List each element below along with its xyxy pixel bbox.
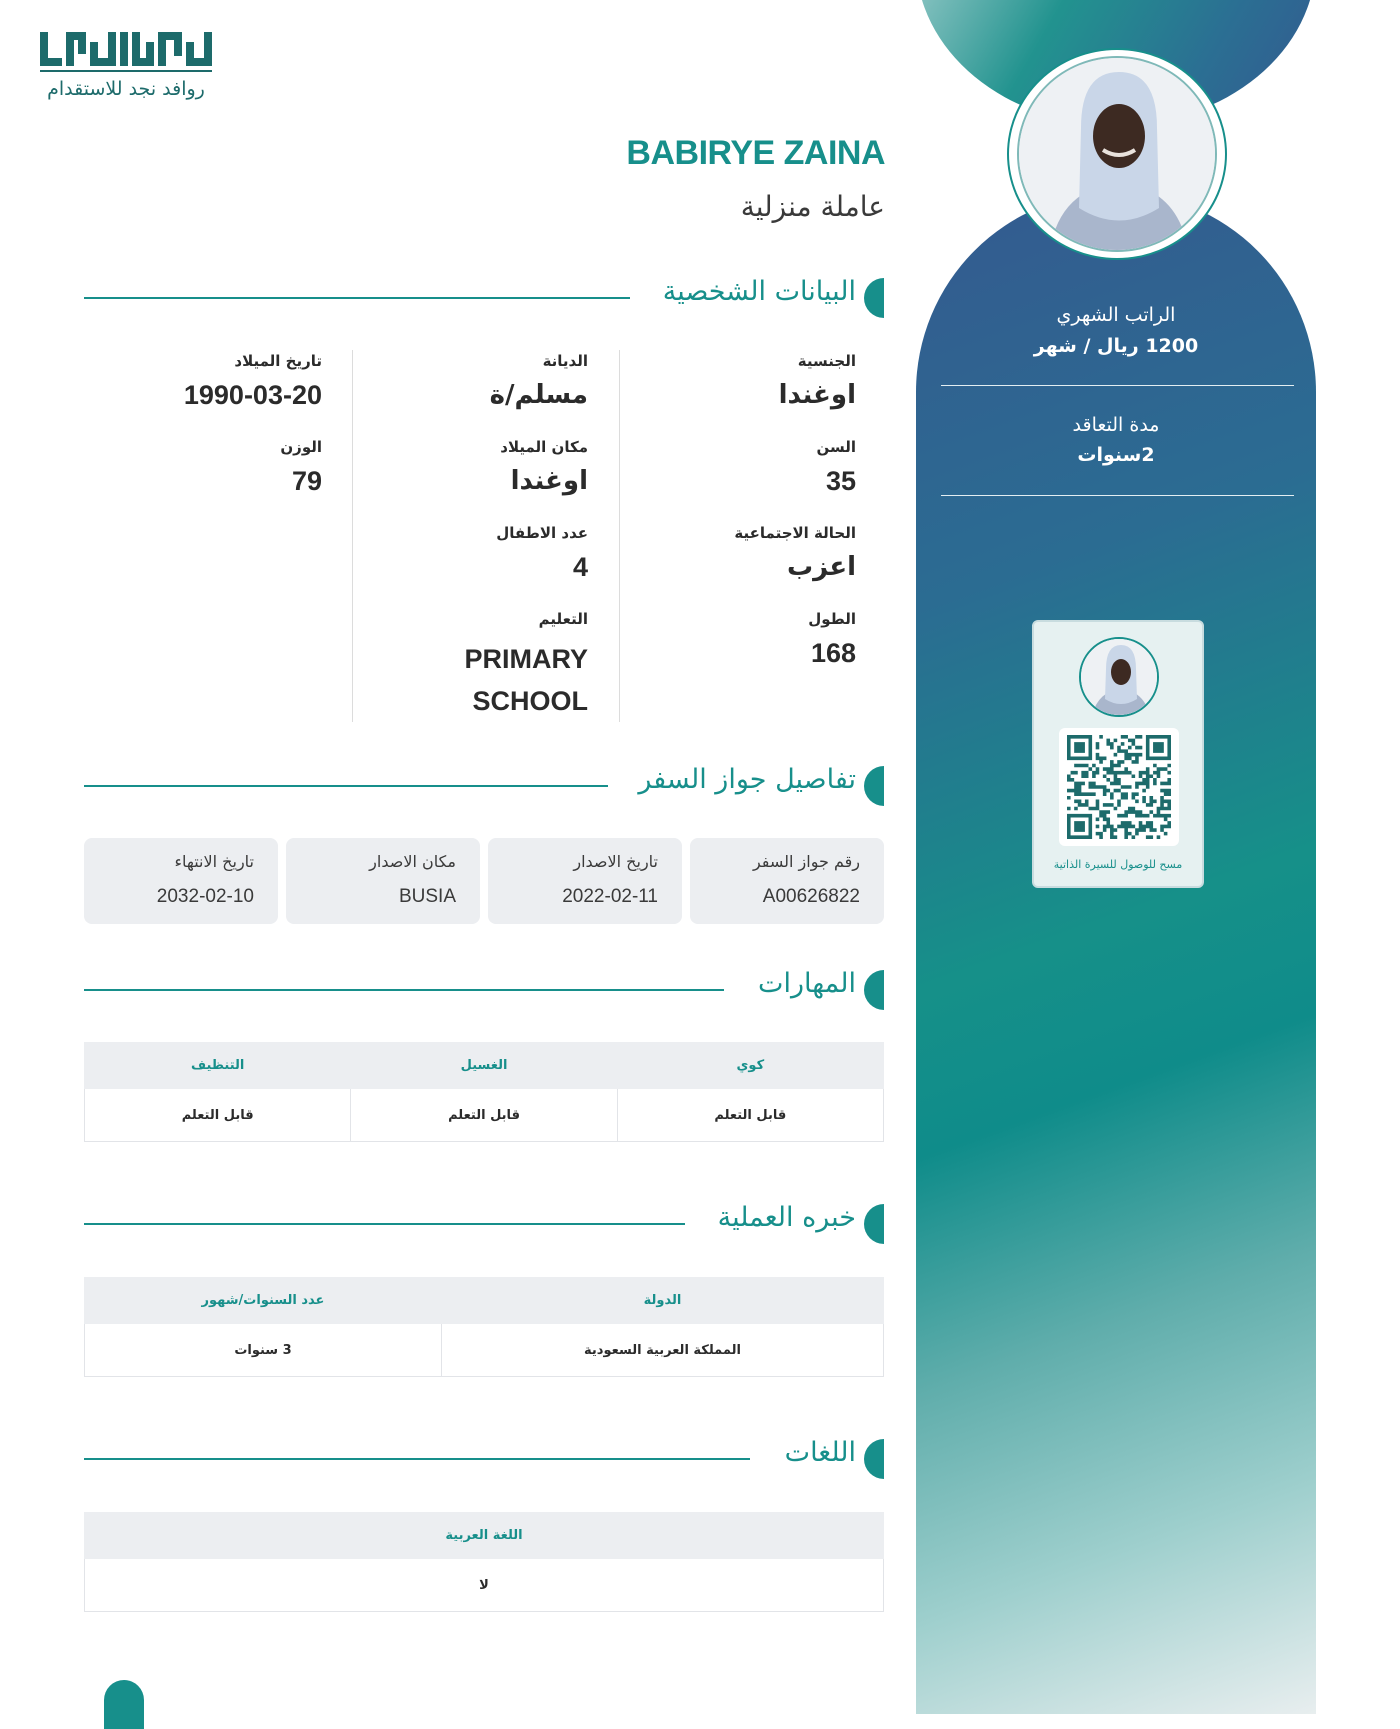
salary-label: الراتب الشهري — [1056, 304, 1176, 326]
height-label: الطول — [808, 610, 856, 628]
birth-date-label: تاريخ الميلاد — [234, 352, 322, 370]
personal-column-1 — [620, 352, 856, 696]
table-row — [85, 1089, 884, 1142]
expiry-date-card — [84, 838, 278, 924]
weight-label: الوزن — [280, 438, 322, 456]
logo-mark-icon — [36, 28, 216, 74]
column-divider — [352, 350, 353, 722]
height-value: 168 — [810, 638, 856, 668]
contract-duration-label: مدة التعاقد — [1072, 414, 1160, 436]
job-title: عاملة منزلية — [740, 190, 885, 223]
section-marker — [864, 1204, 884, 1244]
section-passport-header — [84, 764, 884, 808]
section-line — [84, 989, 724, 991]
skill-ironing-value: قابل التعلم — [617, 1089, 883, 1142]
issue-place-card — [286, 838, 480, 924]
company-name: روافد نجد للاستقدام — [47, 78, 205, 100]
education-value: PRIMARY SCHOOL — [464, 644, 588, 716]
country-header: الدولة — [442, 1278, 884, 1324]
nationality-label: الجنسية — [797, 352, 856, 370]
table-row — [85, 1324, 884, 1377]
qr-caption: مسح للوصول للسيرة الذاتية — [1053, 858, 1183, 871]
table-header-row — [85, 1043, 884, 1089]
section-marker — [864, 1439, 884, 1479]
section-personal-header — [84, 276, 884, 320]
table-row — [85, 1559, 884, 1612]
personal-column-3 — [150, 352, 322, 524]
skills-table — [84, 1042, 884, 1142]
skill-cleaning-header: التنظيف — [85, 1043, 351, 1089]
duration-value: 3 سنوات — [85, 1324, 442, 1377]
children-count-value: 4 — [572, 552, 588, 582]
section-marker — [864, 278, 884, 318]
marital-status-label: الحالة الاجتماعية — [734, 524, 856, 542]
person-silhouette-icon — [1019, 58, 1217, 252]
children-count-label: عدد الاطفال — [496, 524, 588, 542]
section-marker — [864, 766, 884, 806]
passport-number-card — [690, 838, 884, 924]
marital-status-value: اعزب — [787, 552, 856, 582]
section-title: البيانات الشخصية — [662, 276, 856, 307]
age-value: 35 — [825, 466, 856, 496]
issue-date-card — [488, 838, 682, 924]
education-label: التعليم — [538, 610, 588, 628]
section-title: المهارات — [758, 968, 856, 999]
section-line — [84, 1458, 750, 1460]
contract-duration-value: 2سنوات — [1077, 444, 1155, 466]
skill-cleaning-value: قابل التعلم — [85, 1089, 351, 1142]
table-header-row — [85, 1513, 884, 1559]
section-line — [84, 297, 630, 299]
table-header-row — [85, 1278, 884, 1324]
section-experience-header — [84, 1202, 884, 1246]
birthplace-label: مكان الميلاد — [500, 438, 588, 456]
qr-code-icon — [1067, 735, 1171, 839]
expiry-date-value: 2032-02-10 — [156, 886, 254, 907]
qr-code[interactable] — [1059, 728, 1179, 846]
section-line — [84, 785, 608, 787]
section-title: خبره العملية — [717, 1202, 856, 1233]
section-line — [84, 1223, 685, 1225]
sidebar-divider — [941, 495, 1294, 496]
personal-column-2 — [380, 352, 588, 722]
sidebar-divider — [941, 385, 1294, 386]
issue-date-label: تاريخ الاصدار — [573, 852, 658, 871]
nationality-value: اوغندا — [778, 380, 856, 410]
candidate-name: BABIRYE ZAINA — [626, 134, 885, 172]
age-label: السن — [816, 438, 856, 456]
issue-place-label: مكان الاصدار — [369, 852, 456, 871]
profile-photo — [1017, 56, 1217, 252]
column-divider — [619, 350, 620, 722]
expiry-date-label: تاريخ الانتهاء — [174, 852, 254, 871]
section-languages-header — [84, 1437, 884, 1481]
section-marker — [864, 970, 884, 1010]
passport-number-value: A00626822 — [762, 886, 860, 907]
profile-photo-frame — [1007, 48, 1227, 260]
skill-washing-value: قابل التعلم — [351, 1089, 617, 1142]
issue-place-value: BUSIA — [398, 886, 456, 907]
birth-date-value: 1990-03-20 — [183, 380, 322, 410]
page-footer-marker — [104, 1680, 144, 1729]
salary-value: 1200 ريال / شهر — [1033, 335, 1199, 357]
section-title: اللغات — [784, 1437, 856, 1468]
section-skills-header — [84, 968, 884, 1012]
skill-ironing-header: كوي — [617, 1043, 883, 1089]
weight-value: 79 — [291, 466, 322, 496]
experience-table — [84, 1277, 884, 1377]
country-value: المملكة العربية السعودية — [442, 1324, 884, 1377]
qr-modules — [1067, 735, 1171, 839]
arabic-language-header: اللغة العربية — [85, 1513, 884, 1559]
duration-header: عدد السنوات/شهور — [85, 1278, 442, 1324]
section-title: تفاصيل جواز السفر — [638, 764, 856, 795]
qr-card[interactable] — [1032, 620, 1204, 888]
skill-washing-header: الغسيل — [351, 1043, 617, 1089]
languages-table — [84, 1512, 884, 1612]
birthplace-value: اوغندا — [510, 466, 588, 496]
person-thumbnail-icon — [1081, 639, 1159, 717]
religion-value: مسلم/ة — [489, 380, 588, 410]
arabic-language-value: لا — [85, 1559, 884, 1612]
religion-label: الديانة — [542, 352, 588, 370]
issue-date-value: 2022-02-11 — [562, 886, 658, 907]
passport-number-label: رقم جواز السفر — [752, 852, 860, 871]
qr-card-photo — [1079, 637, 1159, 717]
